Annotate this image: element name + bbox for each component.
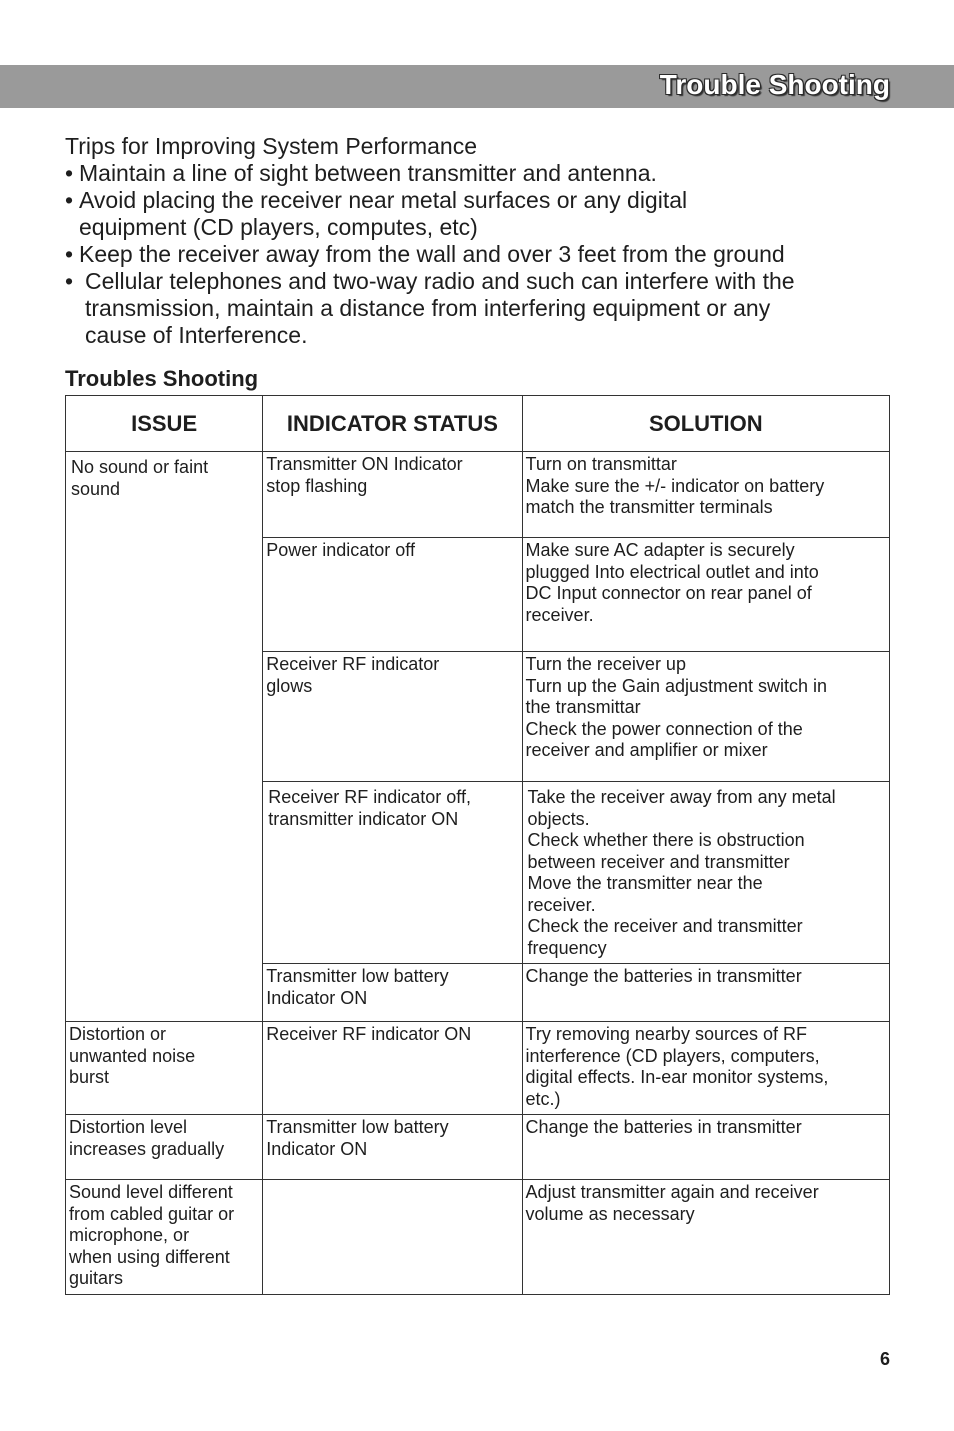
solution-cell: Turn the receiver up Turn up the Gain adjustment switch in the transmittar Check the power connection of the receiver and amplifier or mixer (522, 652, 889, 782)
issue-cell: Distortion level increases gradually (66, 1115, 263, 1180)
tip-text: Avoid placing the receiver near metal surfaces or any digital equipment (CD players, computes, etc) (79, 187, 688, 240)
table-row (66, 1022, 890, 1115)
table-title: Troubles Shooting (65, 366, 259, 391)
column-header-issue: ISSUE (66, 396, 263, 452)
tips-title: Trips for Improving System Performance (65, 133, 477, 159)
status-cell: Receiver RF indicator glows (263, 652, 522, 782)
issue-cell: Sound level different from cabled guitar or microphone, or when using different guitars (66, 1180, 263, 1295)
bullet-icon: • (65, 241, 74, 267)
column-header-solution: SOLUTION (522, 396, 889, 452)
solution-cell: Try removing nearby sources of RF interference (CD players, computers, digital effects. In-ear monitor systems, etc.) (522, 1022, 889, 1115)
status-cell: Transmitter low battery Indicator ON (263, 1115, 522, 1180)
tip-text: Maintain a line of sight between transmitter and antenna. (79, 160, 657, 186)
solution-cell: Change the batteries in transmitter (522, 964, 889, 1022)
tip-text: Keep the receiver away from the wall and over 3 feet from the ground (79, 241, 785, 267)
tip-item (65, 160, 895, 187)
solution-cell: Change the batteries in transmitter (522, 1115, 889, 1180)
tip-item (65, 241, 895, 268)
status-cell (263, 1180, 522, 1295)
tips-section (65, 133, 895, 349)
page-title: Trouble Shooting (659, 69, 890, 100)
header-band (0, 65, 954, 108)
tip-item (65, 187, 895, 241)
bullet-icon: • (65, 268, 74, 294)
page-number: 6 (879, 1349, 890, 1369)
troubleshooting-table (65, 395, 890, 1295)
issue-cell: No sound or faint sound (66, 452, 263, 1022)
column-header-indicator-status: INDICATOR STATUS (263, 396, 522, 452)
status-cell: Transmitter low battery Indicator ON (263, 964, 522, 1022)
status-cell: Receiver RF indicator off, transmitter indicator ON (263, 782, 522, 964)
table-header-row (66, 396, 890, 452)
solution-cell: Make sure AC adapter is securely plugged Into electrical outlet and into DC Input connector on rear panel of receiver. (522, 538, 889, 652)
tip-text: Cellular telephones and two-way radio and such can interfere with the transmission, maintain a distance from interfering equipment or any cause of Interference. (85, 268, 795, 348)
bullet-icon: • (65, 187, 74, 213)
status-cell: Power indicator off (263, 538, 522, 652)
table-row (66, 1115, 890, 1180)
status-cell: Receiver RF indicator ON (263, 1022, 522, 1115)
solution-cell: Turn on transmittar Make sure the +/- indicator on battery match the transmitter terminals (522, 452, 889, 538)
solution-cell: Adjust transmitter again and receiver volume as necessary (522, 1180, 889, 1295)
bullet-icon: • (65, 160, 74, 186)
solution-cell: Take the receiver away from any metal objects. Check whether there is obstruction between receiver and transmitter Move the transmitter near the receiver. Check the receiver and transmitter frequency (522, 782, 889, 964)
issue-cell: Distortion or unwanted noise burst (66, 1022, 263, 1115)
table-row (66, 452, 890, 538)
tips-list (65, 160, 895, 349)
tip-item (65, 268, 895, 349)
table-row (66, 1180, 890, 1295)
status-cell: Transmitter ON Indicator stop flashing (263, 452, 522, 538)
